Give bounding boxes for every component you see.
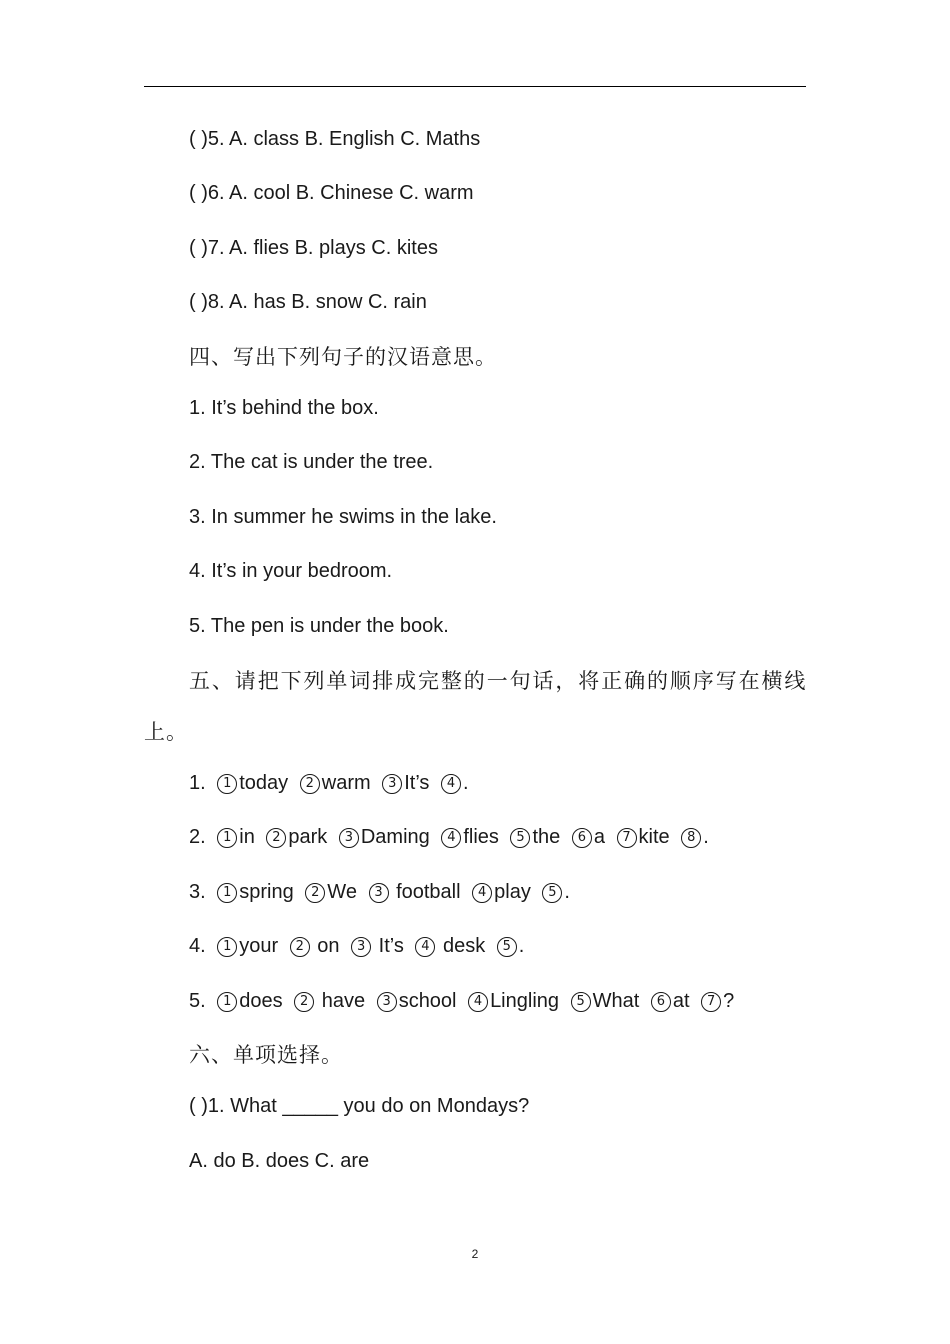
- circled-number-marker: 1: [217, 937, 237, 957]
- circled-number-marker: 4: [441, 828, 461, 848]
- item-number: 1.: [189, 772, 206, 794]
- circled-number-marker: 5: [542, 883, 562, 903]
- circled-number-marker: 2: [290, 937, 310, 957]
- section-5-item-3: [189, 878, 570, 906]
- circled-number-marker: 1: [217, 883, 237, 903]
- choice-question-7: ( )7. A. flies B. plays C. kites: [189, 237, 438, 259]
- scrambled-word: the: [532, 826, 561, 848]
- circled-number-marker: 2: [305, 883, 325, 903]
- circled-number-marker: 3: [351, 937, 371, 957]
- scrambled-word: flies: [463, 826, 499, 848]
- section-5-title-continued: 上。: [144, 720, 188, 744]
- section-6-question-1: ( )1. What _____ you do on Mondays?: [189, 1095, 530, 1117]
- circled-number-marker: 3: [369, 883, 389, 903]
- circled-number-marker: 4: [468, 992, 488, 1012]
- scrambled-word: school: [398, 990, 457, 1012]
- circled-number-marker: 2: [294, 992, 314, 1012]
- section-4-item-5: 5. The pen is under the book.: [189, 615, 449, 637]
- item-number: 5.: [189, 990, 206, 1012]
- scrambled-word: have: [321, 990, 366, 1012]
- circled-number-marker: 5: [510, 828, 530, 848]
- section-5-item-4: [189, 932, 524, 960]
- section-5-title: 五、请把下列单词排成完整的一句话，将正确的顺序写在横线: [189, 669, 808, 693]
- circled-number-marker: 2: [266, 828, 286, 848]
- circled-number-marker: 6: [651, 992, 671, 1012]
- circled-number-marker: 1: [217, 828, 237, 848]
- scrambled-word: What: [592, 990, 640, 1012]
- scrambled-word: football: [396, 881, 461, 903]
- scrambled-word: Lingling: [490, 990, 560, 1012]
- section-4-item-1: 1. It’s behind the box.: [189, 397, 379, 419]
- section-4-item-4: 4. It’s in your bedroom.: [189, 560, 393, 582]
- header-rule: [144, 86, 806, 87]
- scrambled-word: a: [593, 826, 605, 848]
- item-number: 4.: [189, 935, 206, 957]
- scrambled-word: .: [703, 826, 709, 848]
- scrambled-word: We: [327, 881, 357, 903]
- scrambled-word: today: [239, 772, 289, 794]
- circled-number-marker: 3: [339, 828, 359, 848]
- scrambled-word: Daming: [360, 826, 430, 848]
- scrambled-word: your: [239, 935, 279, 957]
- circled-number-marker: 7: [617, 828, 637, 848]
- scrambled-word: It’s: [404, 772, 430, 794]
- section-4-title: 四、写出下列句子的汉语意思。: [189, 345, 497, 369]
- scrambled-word: ?: [723, 990, 735, 1012]
- section-6-title: 六、单项选择。: [189, 1043, 343, 1067]
- scrambled-word: spring: [239, 881, 294, 903]
- scrambled-word: in: [239, 826, 255, 848]
- scrambled-word: does: [239, 990, 283, 1012]
- circled-number-marker: 3: [382, 774, 402, 794]
- circled-number-marker: 4: [441, 774, 461, 794]
- scrambled-word: at: [672, 990, 690, 1012]
- circled-number-marker: 5: [571, 992, 591, 1012]
- scrambled-word: park: [288, 826, 328, 848]
- circled-number-marker: 3: [377, 992, 397, 1012]
- scrambled-word: .: [462, 772, 469, 794]
- scrambled-word: .: [564, 881, 570, 903]
- item-number: 3.: [189, 881, 206, 903]
- section-5-item-5: [189, 987, 734, 1015]
- choice-question-8: ( )8. A. has B. snow C. rain: [189, 291, 427, 313]
- section-4-item-3: 3. In summer he swims in the lake.: [189, 506, 497, 528]
- circled-number-marker: 4: [415, 937, 435, 957]
- item-number: 2.: [189, 826, 206, 848]
- scrambled-word: on: [317, 935, 340, 957]
- scrambled-word: .: [518, 935, 525, 957]
- circled-number-marker: 8: [681, 828, 701, 848]
- scrambled-word: desk: [442, 935, 486, 957]
- page-number: 2: [471, 1247, 479, 1261]
- choice-question-5: ( )5. A. class B. English C. Maths: [189, 128, 481, 150]
- scrambled-word: warm: [321, 772, 371, 794]
- section-5-item-1: [189, 769, 469, 797]
- circled-number-marker: 4: [472, 883, 492, 903]
- scrambled-word: kite: [638, 826, 670, 848]
- choice-question-6: ( )6. A. cool B. Chinese C. warm: [189, 182, 474, 204]
- scrambled-word: It’s: [378, 935, 404, 957]
- section-4-item-2: 2. The cat is under the tree.: [189, 451, 434, 473]
- circled-number-marker: 6: [572, 828, 592, 848]
- circled-number-marker: 5: [497, 937, 517, 957]
- scrambled-word: play: [494, 881, 531, 903]
- section-5-item-2: [189, 823, 709, 851]
- circled-number-marker: 2: [300, 774, 320, 794]
- circled-number-marker: 1: [217, 774, 237, 794]
- circled-number-marker: 7: [701, 992, 721, 1012]
- section-6-question-1-options: A. do B. does C. are: [189, 1150, 370, 1172]
- circled-number-marker: 1: [217, 992, 237, 1012]
